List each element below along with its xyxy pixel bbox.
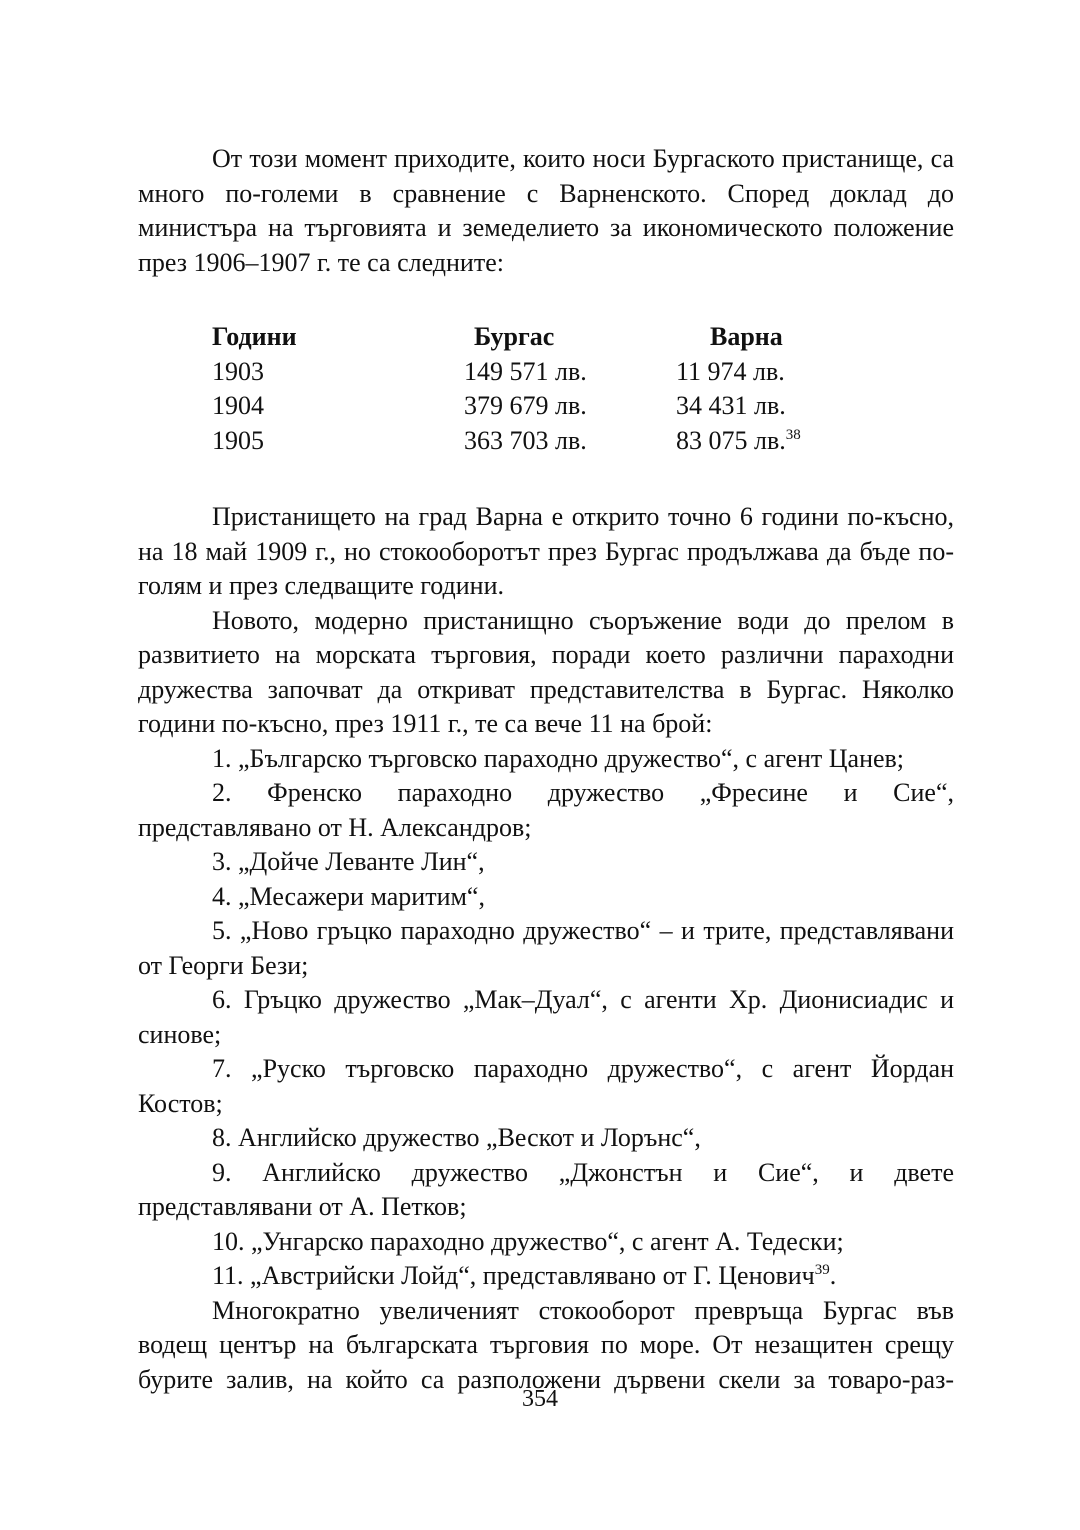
cell-year: 1904 (212, 391, 264, 420)
cell-varna: 11 974 лв. (676, 356, 785, 386)
page-number: 354 (522, 1386, 558, 1412)
header-years: Години (212, 322, 297, 351)
list-item: 7. „Руско търговско параходно дружество“, с агент Йордан Костов; (138, 1054, 954, 1118)
cell-year: 1905 (212, 425, 264, 455)
cell-varna: 34 431 лв. (676, 391, 786, 420)
cell-varna-value: 83 075 лв. (676, 425, 786, 455)
cell-varna (676, 424, 910, 459)
table-row (212, 355, 910, 390)
table-row (212, 389, 910, 424)
footnote-ref: 38 (785, 426, 801, 443)
list-item: 9. Английско дружество „Джонстън и Сие“, и двете представлявани от А. Петков; (138, 1157, 954, 1221)
revenue-table (212, 320, 910, 458)
header-burgas: Бургас (474, 322, 555, 351)
header-varna: Варна (710, 322, 783, 351)
list-item: 3. „Дойче Леванте Лин“, (212, 847, 485, 876)
table-header-row (212, 320, 910, 355)
table-row (212, 424, 910, 459)
list-item: 10. „Унгарско параходно дружество“, с агент А. Тедески; (212, 1226, 844, 1256)
list-item-11-text: 11. „Австрийски Лойд“, представлявано от Г. Ценович (212, 1261, 815, 1290)
list-item-11-end: . (829, 1261, 837, 1290)
list-item: 2. Френско параходно дружество „Фресине и Сие“, представлявано от Н. Александров; (138, 778, 954, 842)
list-item: 5. „Ново гръцко параходно дружество“ – и трите, представлявани от Георги Бези; (138, 916, 954, 980)
intro-paragraph: От този момент приходите, които носи Бургаското пристанище, са много по-големи в сравнение с Варненското. Според доклад до министъра на търговията и земеделието за икономическото положение през 1906–1907 г. те са следните: (138, 144, 954, 277)
footnote-ref: 39 (814, 1262, 830, 1278)
cell-burgas: 379 679 лв. (464, 391, 587, 420)
cell-year: 1903 (212, 356, 264, 386)
paragraph-shipping-companies: Новото, модерно пристанищно съоръжение води до прелом в развитието на морската търговия, поради което различни параходни дружества започват да откриват представителства в Бургас. Няколко години по-късно, през 1911 г., те са вече 11 на брой: (138, 605, 954, 738)
list-item: 1. „Българско търговско параходно дружество“, с агент Цанев; (212, 743, 905, 773)
paragraph-trade-center: Многократно увеличеният стокооборот превръща Бургас във водещ център на българската търговия по море. От незащитен срещу бурите залив, на който са разположени дървени скели за товаро-раз- (138, 1295, 954, 1394)
list-item: 4. „Месажери маритим“, (212, 881, 485, 911)
cell-burgas: 363 703 лв. (464, 425, 587, 455)
list-item: 6. Гръцко дружество „Мак–Дуал“, с агенти Хр. Дионисиадис и синове; (138, 985, 954, 1049)
cell-burgas: 149 571 лв. (464, 356, 587, 386)
paragraph-port-varna: Пристанището на град Варна е открито точно 6 години по-късно, на 18 май 1909 г., но стокооборотът през Бургас продължава да бъде по-голям и през следващите години. (138, 502, 954, 600)
page-body (138, 142, 954, 1397)
list-item (138, 1259, 954, 1294)
list-item: 8. Английско дружество „Вескот и Лорънс“, (212, 1123, 701, 1152)
